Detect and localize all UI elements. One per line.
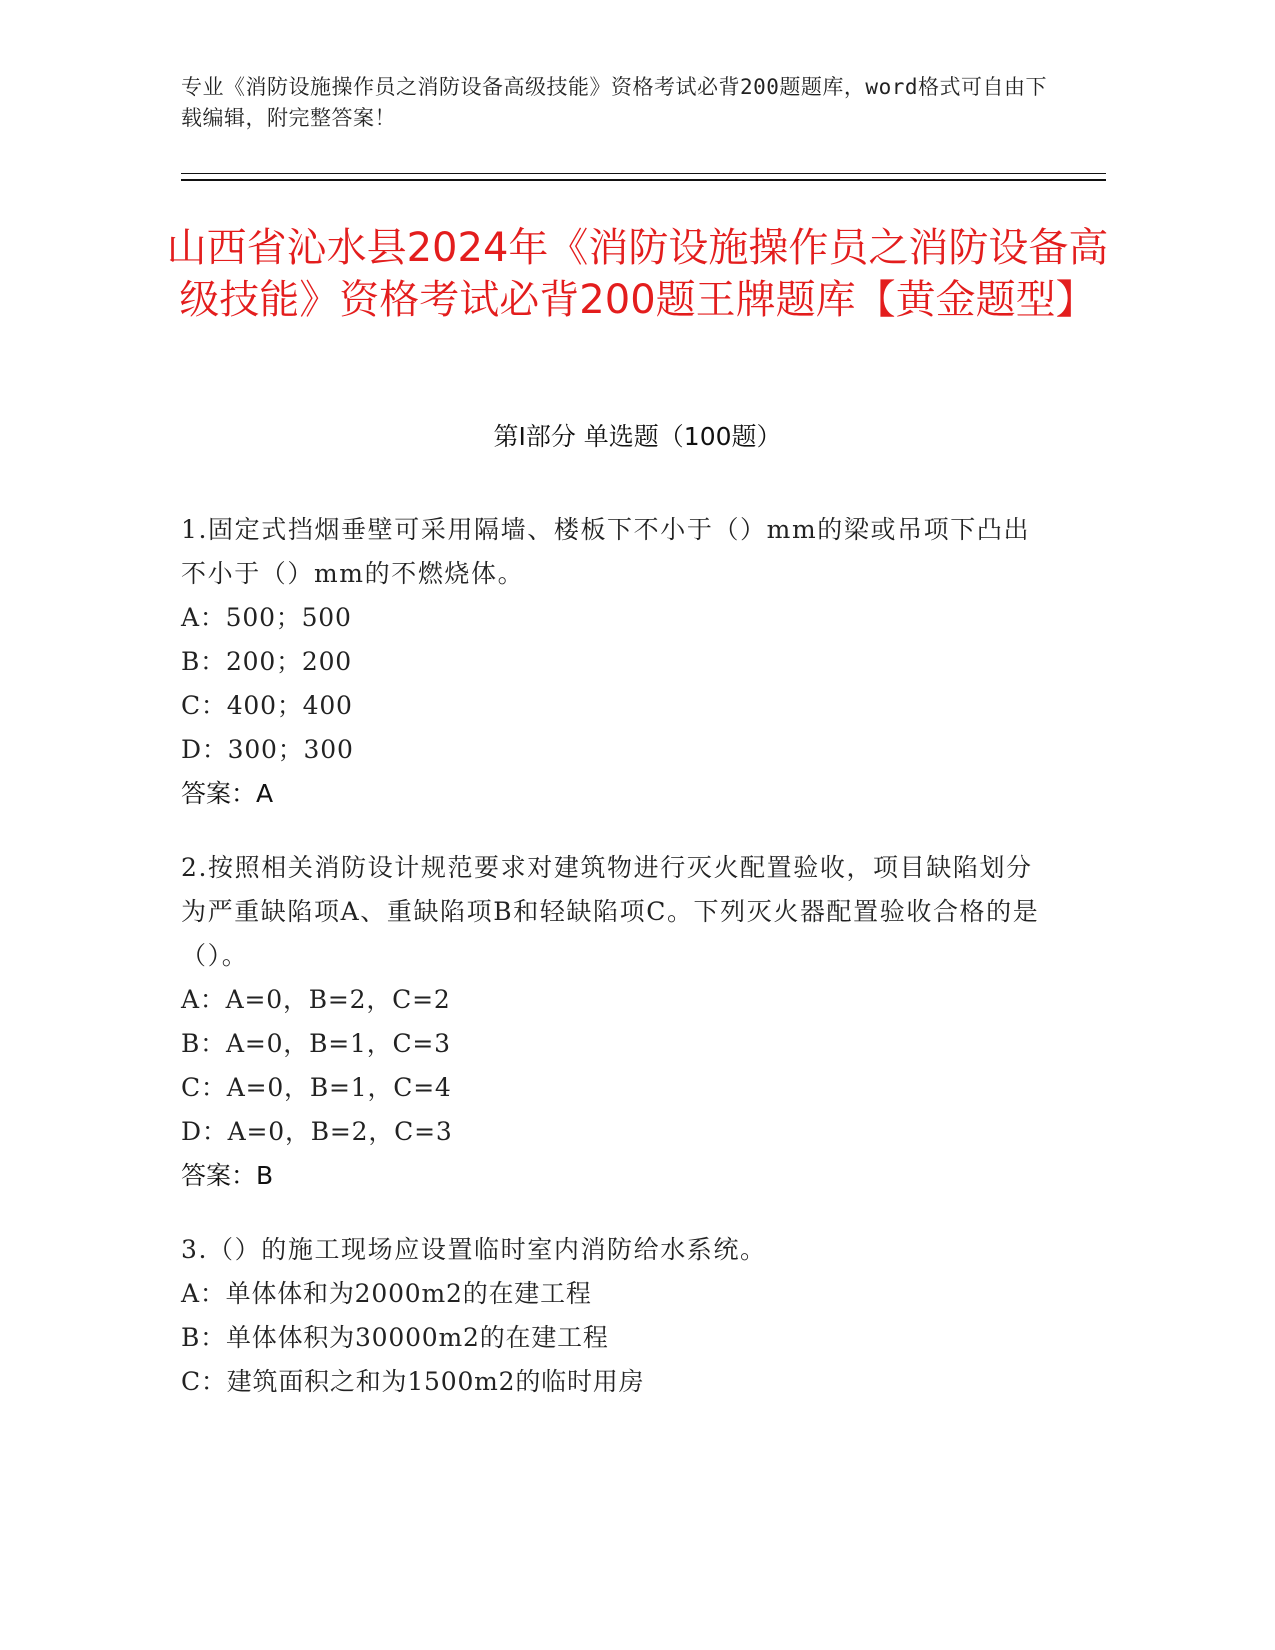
- option-a: A：500；500: [181, 603, 352, 632]
- question-stem: 3.（）的施工现场应设置临时室内消防给水系统。: [181, 1235, 767, 1264]
- option-b: B：A=0，B=1，C=3: [181, 1029, 451, 1058]
- option-d: D：300；300: [181, 735, 354, 764]
- option-a: A：单体体和为2000m2的在建工程: [181, 1279, 592, 1308]
- question-stem: 2.按照相关消防设计规范要求对建筑物进行灭火配置验收，项目缺陷划分为严重缺陷项A、重缺陷项B和轻缺陷项C。下列灭火器配置验收合格的是（）。: [181, 853, 1040, 970]
- question-stem: 1.固定式挡烟垂壁可采用隔墙、楼板下不小于（）mm的梁或吊项下凸出不小于（）mm的不燃烧体。: [181, 515, 1031, 588]
- question-2: [181, 846, 1041, 1198]
- question-list: [181, 508, 1041, 1434]
- section-heading: 第I部分 单选题（100题）: [493, 422, 782, 451]
- header-note: 专业《消防设施操作员之消防设备高级技能》资格考试必背200题题库，word格式可自由下载编辑，附完整答案！: [181, 75, 1047, 130]
- option-c: C：建筑面积之和为1500m2的临时用房: [181, 1367, 645, 1396]
- option-c: C：400；400: [181, 691, 353, 720]
- question-3: [181, 1228, 1041, 1404]
- document-title: 山西省沁水县2024年《消防设施操作员之消防设备高级技能》资格考试必背200题王牌题库【黄金题型】: [166, 225, 1109, 323]
- option-a: A：A=0，B=2，C=2: [181, 985, 451, 1014]
- option-c: C：A=0，B=1，C=4: [181, 1073, 452, 1102]
- header-divider-thick: [181, 179, 1106, 181]
- option-d: D：A=0，B=2，C=3: [181, 1117, 453, 1146]
- answer-line: 答案：B: [181, 1161, 274, 1190]
- question-1: [181, 508, 1041, 816]
- answer-line: 答案：A: [181, 779, 274, 808]
- option-b: B：单体体积为30000m2的在建工程: [181, 1323, 609, 1352]
- header-divider-thin: [181, 173, 1106, 174]
- option-b: B：200；200: [181, 647, 353, 676]
